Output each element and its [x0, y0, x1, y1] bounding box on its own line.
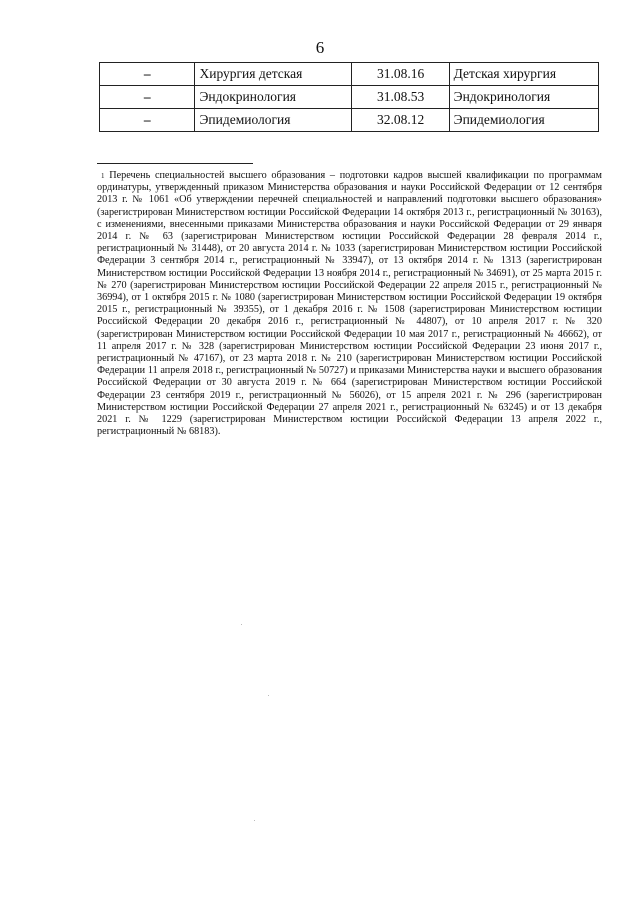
footnote-divider	[97, 163, 253, 164]
scan-speck	[254, 820, 255, 821]
specialty-code: 32.08.12	[352, 109, 449, 132]
table-row	[100, 86, 599, 109]
specialty-name: Эпидемиология	[195, 109, 352, 132]
row-dash: –	[100, 86, 195, 109]
footnote	[97, 170, 602, 438]
scan-speck	[241, 624, 242, 625]
table-row	[100, 63, 599, 86]
footnote-text: Перечень специальностей высшего образования – подготовки кадров высшей квалификации по программам ординатуры, утвержденный приказом Министерства образования и науки Российской Федерации от 12 сентября 2013 г. № 1061 «Об утверждении перечней специальностей и направлений подготовки высшего образования» (зарегистрирован Министерством юстиции Российской Федерации 14 октября 2013 г., регистрационный № 30163), с изменениями, внесенными приказами Министерства образования и науки Российской Федерации от 29 января 2014 г. № 63 (зарегистрирован Министерством юстиции Российской Федерации 28 февраля 2014 г., регистрационный № 31448), от 20 августа 2014 г. № 1033 (зарегистрирован Министерством юстиции Российской Федерации 3 сентября 2014 г., регистрационный № 33947), от 13 октября 2014 г. № 1313 (зарегистрирован Министерством юстиции Российской Федерации 13 ноября 2014 г., регистрационный № 34691), от 25 марта 2015 г. № 270 (зарегистрирован Министерством юстиции Российской Федерации 22 апреля 2015 г., регистрационный № 36994), от 1 октября 2015 г. № 1080 (зарегистрирован Министерством юстиции Российской Федерации 19 октября 2015 г., регистрационный № 39355), от 1 декабря 2016 г. № 1508 (зарегистрирован Министерством юстиции Российской Федерации 20 декабря 2016 г., регистрационный № 44807), от 10 апреля 2017 г. № 320 (зарегистрирован Министерством юстиции Российской Федерации 10 мая 2017 г., регистрационный № 46662), от 11 апреля 2017 г. № 328 (зарегистрирован Министерством юстиции Российской Федерации 23 июня 2017 г., регистрационный № 47167), от 23 марта 2018 г. № 210 (зарегистрирован Министерством юстиции Российской Федерации 11 апреля 2018 г., регистрационный № 50727) и приказами Министерства науки и высшего образования Российской Федерации от 30 августа 2019 г. № 664 (зарегистрирован Министерством юстиции Российской Федерации 23 сентября 2019 г., регистрационный № 56026), от 15 апреля 2021 г. № 296 (зарегистрирован Министерством юстиции Российской Федерации 27 апреля 2021 г., регистрационный № 63245) и от 13 декабря 2021 г. № 1229 (зарегистрирован Министерством юстиции Российской Федерации 13 апреля 2022 г., регистрационный № 68183).	[97, 170, 603, 438]
specialty-name: Хирургия детская	[195, 63, 352, 86]
specialty-new-name: Эпидемиология	[449, 109, 598, 132]
footnote-marker: 1	[101, 172, 105, 180]
specialty-new-name: Детская хирургия	[449, 63, 598, 86]
page-number: 6	[315, 38, 325, 57]
table-row	[100, 109, 599, 132]
specialty-code: 31.08.53	[352, 86, 449, 109]
row-dash: –	[100, 63, 195, 86]
specialty-table	[99, 62, 599, 132]
scan-speck	[268, 695, 269, 696]
specialty-name: Эндокринология	[195, 86, 352, 109]
specialty-new-name: Эндокринология	[449, 86, 598, 109]
row-dash: –	[100, 109, 195, 132]
specialty-code: 31.08.16	[352, 63, 449, 86]
